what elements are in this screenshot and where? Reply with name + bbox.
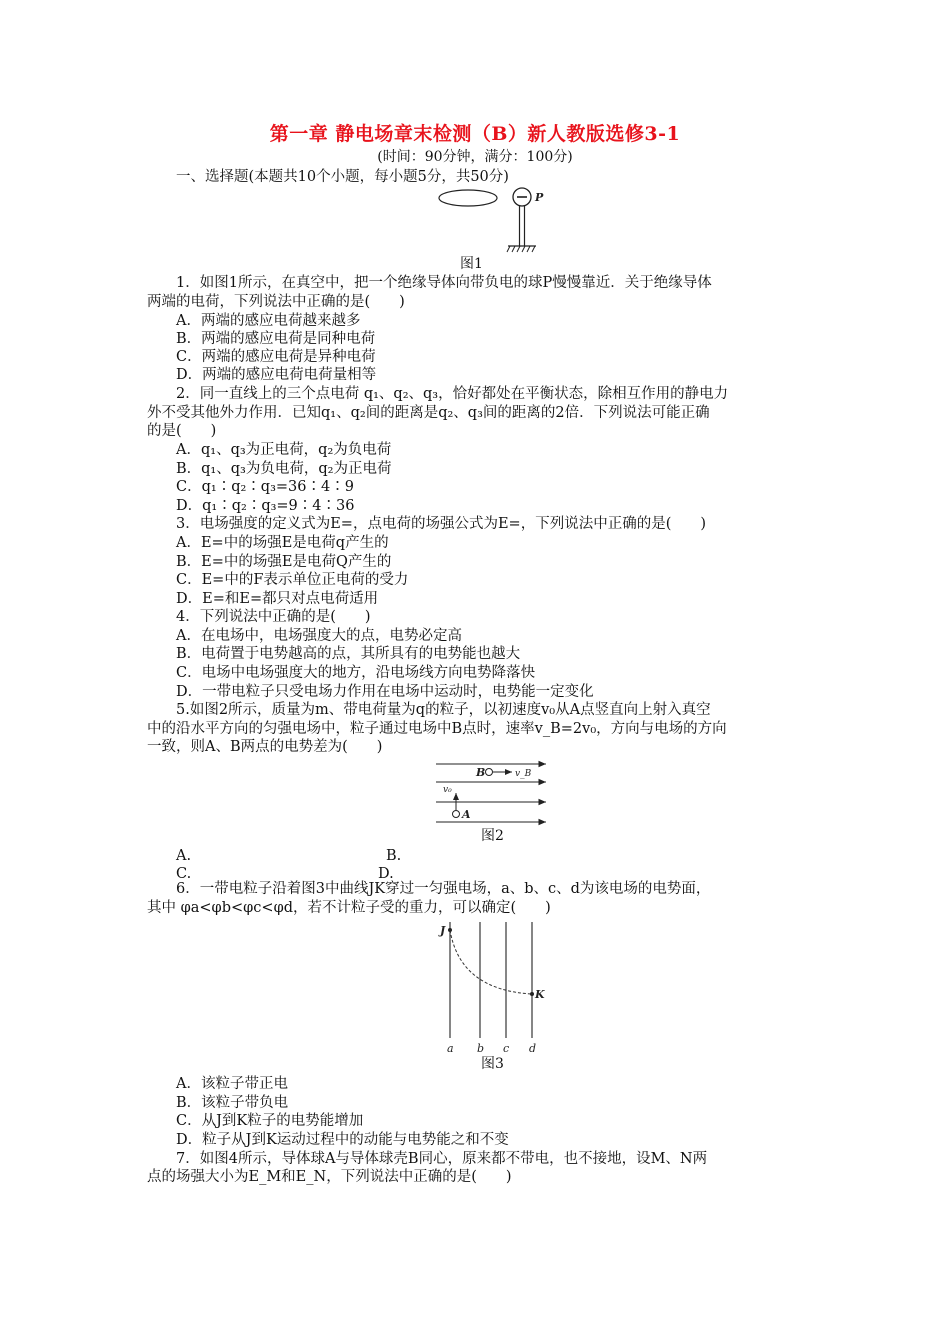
q3-option-c: C．E=中的F表示单位正电荷的受力	[176, 572, 409, 588]
point-b	[486, 769, 493, 776]
q7-stem-line1: 7．如图4所示，导体球A与导体球壳B同心，原来都不带电，也不接地，设M、N两	[176, 1151, 708, 1167]
figure-1	[436, 184, 556, 256]
q4-stem-line1: 4．下列说法中正确的是( )	[176, 609, 371, 625]
q2-option-d: D．q₁∶q₂∶q₃=9∶4∶36	[176, 498, 355, 514]
q1-option-b: B．两端的感应电荷是同种电荷	[176, 331, 376, 347]
label-k: K	[535, 988, 545, 1001]
q1-option-a: A．两端的感应电荷越来越多	[176, 313, 361, 329]
figure-2-caption: 图2	[481, 828, 504, 844]
label-b: B	[476, 766, 486, 779]
label-p: P	[535, 191, 544, 204]
label-vb: v_B	[515, 769, 532, 779]
section-heading: 一、选择题(本题共10个小题，每小题5分，共50分)	[176, 169, 509, 185]
q5-option-c: C.	[176, 866, 192, 882]
label-v0: v₀	[443, 785, 452, 795]
q2-option-b: B．q₁、q₃为负电荷，q₂为正电荷	[176, 461, 392, 477]
q5-option-d: D.	[378, 866, 394, 882]
label-a: A	[462, 808, 471, 821]
q1-stem-line2: 两端的电荷，下列说法中正确的是( )	[147, 294, 405, 310]
q4-option-c: C．电场中电场强度大的地方，沿电场线方向电势降落快	[176, 665, 536, 681]
document-subtitle: (时间：90分钟，满分：100分)	[377, 149, 573, 165]
document-title: 第一章 静电场章末检测（B）新人教版选修3-1	[269, 123, 681, 145]
figure-2	[432, 760, 552, 830]
q5-option-a: A.	[176, 848, 192, 864]
q2-option-a: A．q₁、q₃为正电荷，q₂为负电荷	[176, 442, 392, 458]
q1-stem-line1: 1．如图1所示，在真空中，把一个绝缘导体向带负电的球P慢慢靠近．关于绝缘导体	[176, 275, 712, 291]
q6-option-d: D．粒子从J到K运动过程中的动能与电势能之和不变	[176, 1132, 509, 1148]
q1-option-c: C．两端的感应电荷是异种电荷	[176, 349, 376, 365]
label-d-plane: d	[529, 1042, 537, 1055]
q2-stem-line1: 2．同一直线上的三个点电荷 q₁、q₂、q₃，恰好都处在平衡状态，除相互作用的静电力	[176, 386, 729, 402]
q3-option-b: B．E=中的场强E是电荷Q产生的	[176, 554, 392, 570]
q6-option-b: B．该粒子带负电	[176, 1095, 289, 1111]
q2-stem-line3: 的是( )	[147, 423, 217, 439]
q6-stem-line1: 6．一带电粒子沿着图3中曲线JK穿过一匀强电场，a、b、c、d为该电场的电势面，	[176, 881, 711, 897]
q6-stem-line2: 其中 φa<φb<φc<φd，若不计粒子受的重力，可以确定( )	[147, 900, 551, 916]
q3-option-a: A．E=中的场强E是电荷q产生的	[176, 535, 389, 551]
q6-option-c: C．从J到K粒子的电势能增加	[176, 1113, 364, 1129]
q3-option-d: D．E=和E=都只对点电荷适用	[176, 591, 379, 607]
q6-option-a: A．该粒子带正电	[176, 1076, 288, 1092]
q4-option-a: A．在电场中，电场强度大的点，电势必定高	[176, 628, 462, 644]
figure-3	[432, 918, 552, 1060]
q4-option-b: B．电荷置于电势越高的点，其所具有的电势能也越大	[176, 646, 521, 662]
q5-stem-line1: 5.如图2所示，质量为m、带电荷量为q的粒子，以初速度v₀从A点竖直向上射入真空	[176, 702, 711, 718]
q5-stem-line2: 中的沿水平方向的匀强电场中，粒子通过电场中B点时，速率v_B=2v₀，方向与电场的方向	[147, 721, 727, 737]
q7-stem-line2: 点的场强大小为E_M和E_N，下列说法中正确的是( )	[147, 1169, 512, 1185]
q2-stem-line2: 外不受其他外力作用．已知q₁、q₂间的距离是q₂、q₃间的距离的2倍．下列说法可能正确	[147, 405, 710, 421]
q2-option-c: C．q₁∶q₂∶q₃=36∶4∶9	[176, 479, 354, 495]
figure-3-caption: 图3	[481, 1056, 504, 1072]
label-b-plane: b	[477, 1042, 485, 1055]
label-a-plane: a	[447, 1042, 454, 1055]
q5-stem-line3: 一致，则A、B两点的电势差为( )	[147, 739, 383, 755]
q3-stem-line1: 3．电场强度的定义式为E=，点电荷的场强公式为E=，下列说法中正确的是( )	[176, 516, 707, 532]
point-a	[453, 811, 460, 818]
q1-option-d: D．两端的感应电荷电荷量相等	[176, 367, 377, 383]
trajectory-jk	[450, 930, 532, 994]
insulated-conductor	[439, 190, 497, 206]
figure-1-caption: 图1	[460, 256, 483, 272]
label-j: J	[440, 924, 446, 937]
label-c-plane: c	[503, 1042, 510, 1055]
q4-option-d: D．一带电粒子只受电场力作用在电场中运动时，电势能一定变化	[176, 684, 594, 700]
q5-option-b: B.	[386, 848, 402, 864]
